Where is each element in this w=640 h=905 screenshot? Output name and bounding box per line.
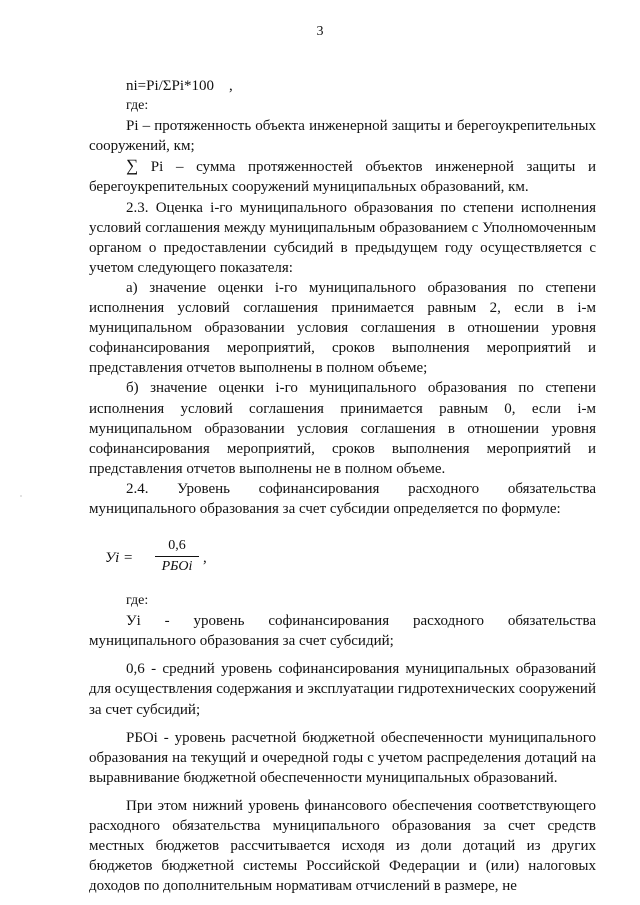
formula-text: ni=Pi/ΣPi*100 [126,78,215,94]
formula-numerator: 0,6 [168,538,186,554]
where-label-2: где: [126,593,149,609]
paragraph-yi-definition: Уi - уровень софинансирования расходного обязательства муниципального образования за счет субсидий; [89,613,596,650]
paragraph-2-3: 2.3. Оценка i-го муниципального образования по степени исполнения условий соглашения между муниципальным образованием с Уполномоченным органом о предоставлении субсидий в предыдущем году осуществляется с учетом следующего показателя: [89,199,596,276]
formula-trail: , [203,550,207,567]
formula-line-ni [89,76,596,96]
paragraph-pi-definition: Pi – протяженность объекта инженерной защиты и берегоукрепительных сооружений, км; [89,118,596,155]
scan-speck [20,495,22,497]
paragraph-final: При этом нижний уровень финансового обеспечения соответствующего расходного обязательства муниципального образования за счет средств местных бюджетов рассчитывается исходя из доли дотаций из других бюджетов бюджетной системы Российской Федерации и (или) налоговых доходов по дополнительным нормативам отчислений в размере, не [89,797,596,895]
document-body [89,76,596,896]
formula-denominator: РБОi [161,559,193,575]
paragraph-rboi-definition: РБОi - уровень расчетной бюджетной обеспеченности муниципального образования на текущий и очередной годы с учетом распределения дотаций на выравнивание бюджетной обеспеченности муниципальных образований. [89,729,596,786]
page-number: 3 [316,24,324,39]
fraction-bar [155,556,199,557]
formula-comma: , [229,78,233,94]
paragraph-06-definition: 0,6 - средний уровень софинансирования муниципальных образований для осуществления содержания и эксплуатации гидротехнических сооружений за счет субсидий; [89,661,596,718]
formula-lhs: Уi = [105,550,134,567]
paragraph-sum-definition [89,156,596,197]
formula-fraction [153,537,201,576]
paragraph-b: б) значение оценки i-го муниципального образования по степени исполнения условий соглашения принимается равным 0, если i-м муниципальном образовании условия соглашения в отношении уровня софинансирования мероприятий, сроков выполнения мероприятий и представления отчетов выполнены не в полном объеме. [89,380,596,477]
sum-definition-text: Pi – сумма протяженностей объектов инженерной защиты и берегоукрепительных сооружений муниципальных образований, км. [89,159,596,196]
sum-symbol: ∑ [126,156,139,176]
paragraph-2-4: 2.4. Уровень софинансирования расходного обязательства муниципального образования за счет субсидии определяется по формуле: [89,480,596,517]
paragraph-a: а) значение оценки i-го муниципального образования по степени исполнения условий соглашения принимается равным 2, если в i-м муниципальном образовании условия соглашения в отношении уровня софинансирования мероприятий, сроков выполнения мероприятий и представления отчетов выполнены в полном объеме; [89,279,596,377]
formula-yi [89,537,596,579]
where-label-1: где: [126,98,149,114]
